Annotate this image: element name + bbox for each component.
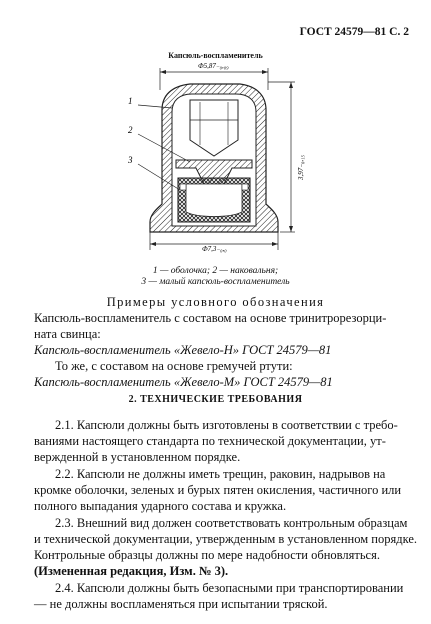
label-2: 2 [128,125,133,135]
clause-2-2-line1: 2.2. Капсюли не должны иметь трещин, раковин, надрывов на [55,467,386,481]
top-dimension-label: Ф5,87₋₀,₀₉ [198,62,229,70]
clause-2-1-line2: ваниями настоящего стандарта по технической документации, ут- [34,434,386,448]
examples-line4: То же, с составом на основе гремучей ртути: [55,359,293,373]
examples-designation-2: Капсюль-воспламенитель «Жевело-М» ГОСТ 24579—81 [34,375,333,389]
figure-caption-line1: 1 — оболочка; 2 — наковальня; [152,266,279,276]
bottom-dimension-label: Ф7,3₋₀,₀ [202,245,227,253]
examples-line1: Капсюль-воспламенитель с составом на основе тринитрорезорци- [34,311,387,325]
clause-2-3-line2: и технической документации, утвержденным в установленном порядке. [34,532,418,546]
clause-2-2-line2: кромке оболочки, зеленых и бурых пятен окисления, частичного или [34,483,402,497]
clause-2-3-amendment: (Измененная редакция, Изм. № 3). [34,564,229,578]
figure-title: Капсюль-воспламенитель [168,51,263,60]
right-dimension-label: 3,97₋₀,₁₅ [297,155,305,180]
label-1: 1 [128,96,133,106]
right-dimension [268,82,305,232]
clause-2-4-line1: 2.4. Капсюли должны быть безопасными при транспортировании [55,581,404,595]
examples-line2: ната свинца: [34,327,101,341]
clause-2-4-line2: — не должны воспламеняться при испытании тряской. [34,597,328,611]
clause-2-3-line3: Контрольные образцы должны по мере надобности обновляться. [34,548,380,562]
small-primer-cavity [186,184,242,217]
bottom-dimension [150,232,278,253]
clause-2-1-line3: вержденной в установленном порядке. [34,450,241,464]
label-3: 3 [128,155,133,165]
primer-cross-section-drawing [110,60,310,265]
clause-2-2-line3: полного выпадания ударного состава и кружка. [34,499,287,513]
clause-2-3-line1: 2.3. Внешний вид должен соответствовать контрольным образцам [55,516,408,530]
section-title: 2. ТЕХНИЧЕСКИЕ ТРЕБОВАНИЯ [128,394,303,405]
examples-designation-1: Капсюль-воспламенитель «Жевело-Н» ГОСТ 24579—81 [34,343,332,357]
page-header: ГОСТ 24579—81 С. 2 [299,26,409,38]
figure-caption-line2: 3 — малый капсюль-воспламенитель [141,277,290,287]
examples-heading: Примеры условного обозначения [106,295,325,309]
clause-2-1-line1: 2.1. Капсюли должны быть изготовлены в соответствии с требо- [55,418,398,432]
